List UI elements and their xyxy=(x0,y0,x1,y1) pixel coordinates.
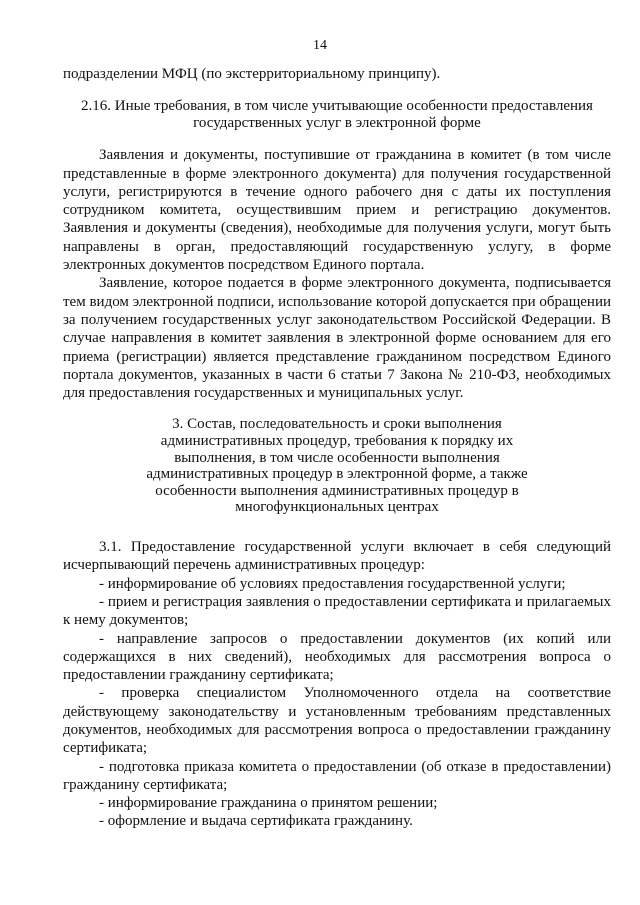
list-item: - подготовка приказа комитета о предоставлении (об отказе в предоставлении) гражданину сертификата; xyxy=(63,758,611,793)
paragraph: Заявление, которое подается в форме электронного документа, подписывается тем видом электронной подписи, использование которой допускается при обращении за получением государственных услуг законодательством Российской Федерации. В случае направления в комитет заявления в электронной форме основанием для его приема (регистрации) является представление гражданином посредством Единого портала документов, указанных в части 6 статьи 7 Закона № 210-ФЗ, необходимых для предоставления государственных и муниципальных услуг. xyxy=(63,275,611,402)
list-item: - проверка специалистом Уполномоченного отдела на соответствие действующему законодательству и установленным требованиям представленных документов, необходимых для рассмотрения вопроса о предоставлении гражданину сертификата; xyxy=(63,685,611,757)
list-item: - информирование гражданина о принятом решении; xyxy=(99,795,438,812)
list-item: - оформление и выдача сертификата гражданину. xyxy=(99,813,413,830)
list-item: - прием и регистрация заявления о предоставлении сертификата и прилагаемых к нему документов; xyxy=(63,593,611,629)
lead-line: подразделении МФЦ (по экстерриториальному принципу). xyxy=(63,66,441,82)
section-3-intro: 3.1. Предоставление государственной услуги включает в себя следующий исчерпывающий перечень административных процедур: xyxy=(63,539,611,574)
paragraph: Заявления и документы, поступившие от гражданина в комитет (в том числе представленные в форме электронного документа) для получения государственной услуги, регистрируются в течение одного рабочего дня с даты их поступления сотрудником комитета, осуществившим прием и регистрацию документов. Заявления и документы (сведения), необходимые для получения услуги, могут быть направлены в орган, предоставляющий государственную услугу, в форме электронных документов посредством Единого портала. xyxy=(63,147,611,274)
page-number: 14 xyxy=(313,38,327,53)
document-body xyxy=(63,65,611,831)
section-3-heading: 3. Состав, последовательность и сроки выполнения административных процедур, требования к порядку их выполнения, в том числе особенности выполнения административных процедур в электронной форме, а также особенности выполнения административных процедур в многофункциональных центрах xyxy=(146,416,528,516)
section-2-16-heading: 2.16. Иные требования, в том числе учитывающие особенности предоставления государственных услуг в электронной форме xyxy=(81,98,593,132)
list-item: - направление запросов о предоставлении документов (их копий или содержащихся в них сведений), необходимых для рассмотрения вопроса о предоставлении гражданину сертификата; xyxy=(63,630,611,684)
list-item: - информирование об условиях предоставления государственной услуги; xyxy=(99,575,566,592)
